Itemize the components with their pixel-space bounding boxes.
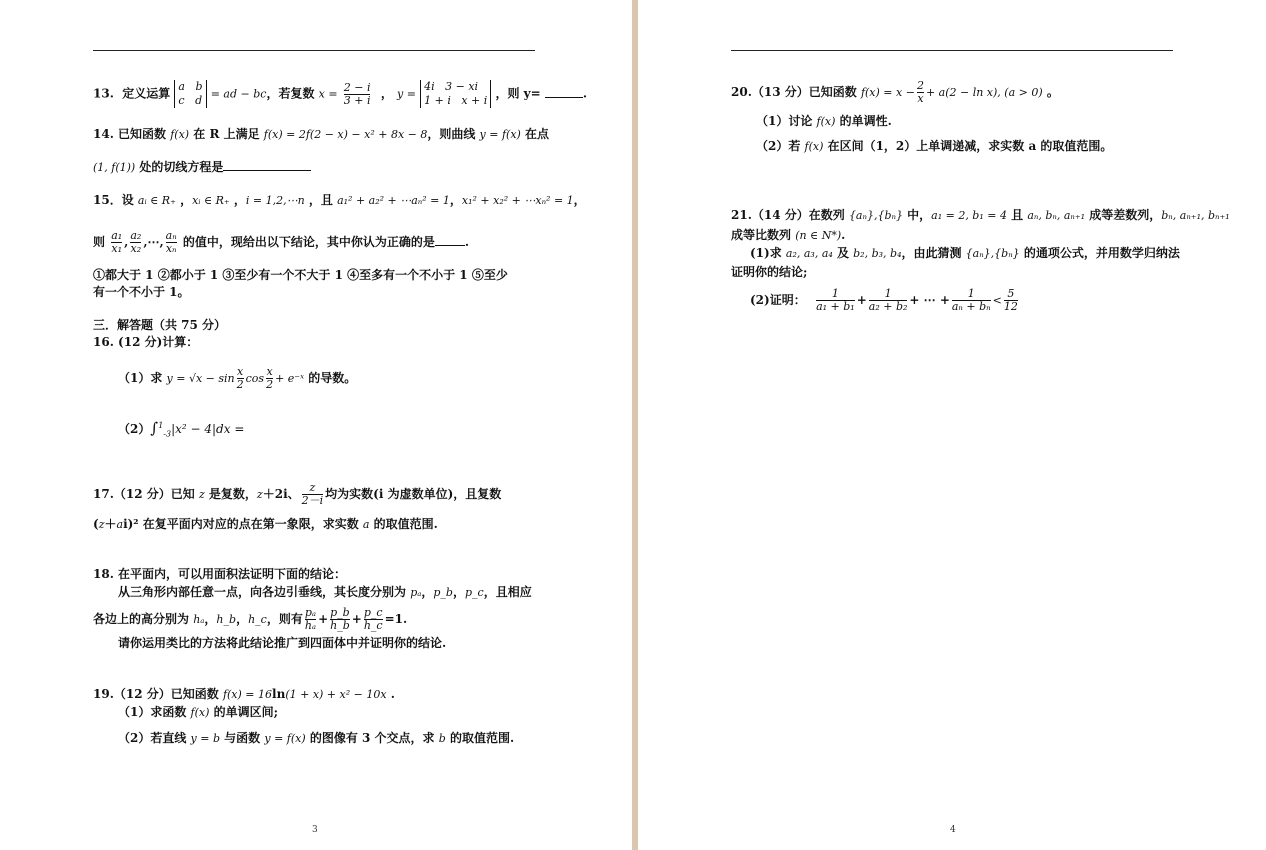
question-17-line1: 17.（12 分）已知 z 是复数，z＋2i、 $\frac{z}{2-i}$ 均为实数(i 为虚数单位)，且复数 bbox=[93, 481, 502, 507]
question-14-line2: (1, f(1)) 处的切线方程是 bbox=[93, 159, 311, 176]
page-number: 3 bbox=[312, 825, 318, 835]
question-14-line1: 14. 已知函数 f(x) 在 R 上满足 f(x) = 2f(2 − x) − x² + 8x − 8，则曲线 y = f(x) 在点 bbox=[93, 127, 550, 141]
header-rule bbox=[731, 50, 1173, 51]
section-heading: 三．解答题（共 75 分） bbox=[93, 318, 227, 332]
question-16-part2: （2）∫$^1_{-3}$|x² − 4|dx = bbox=[118, 419, 245, 439]
question-21-line3: (1)求 a₂, a₃, a₄ 及 b₂, b₃, b₄，由此猜测 {aₙ},{bₙ} 的通项公式，并用数学归纳法 bbox=[750, 246, 1180, 260]
header-rule bbox=[93, 50, 535, 51]
question-21-line1: 21.（14 分）在数列 {aₙ},{bₙ} 中，a₁ = 2, b₁ = 4 且 aₙ, bₙ, aₙ₊₁ 成等差数列，bₙ, aₙ₊₁, bₙ₊₁ bbox=[731, 208, 1230, 222]
question-16-title: 16. (12 分)计算： bbox=[93, 335, 199, 349]
question-20-line1: 20.（13 分）已知函数 f(x) = x − $\frac{2}{x}$ + a(2 − ln x), (a > 0) 。 bbox=[731, 79, 1059, 105]
q13-label: 13. 定义运算 bbox=[93, 86, 171, 101]
question-18-line4: 请你运用类比的方法将此结论推广到四面体中并证明你的结论. bbox=[118, 636, 447, 650]
question-15-line4: 有一个不小于 1。 bbox=[93, 285, 190, 299]
question-19-line3: （2）若直线 y = b 与函数 y = f(x) 的图像有 3 个交点，求 b 的取值范围. bbox=[118, 731, 515, 745]
question-15-line1: 15．设 aᵢ ∈ R₊ ，xᵢ ∈ R₊ ，i = 1,2,⋯n ，且 a₁² + a₂² + ⋯aₙ² = 1，x₁² + x₂² + ⋯xₙ² = 1， bbox=[93, 193, 586, 207]
question-18-line3: 各边上的高分别为 hₐ，h_b，h_c，则有 $\frac{\text{pₐ}}{\text{hₐ}}$ + $\frac{p\_b}{h\_b}$ + $\frac{p\_c}{h\_c}$ =1. bbox=[93, 606, 408, 632]
question-16-part1: （1）求 y = √x − sin $\frac{x}{2}$ cos $\frac{x}{2}$ + e⁻ˣ 的导数。 bbox=[118, 365, 357, 391]
question-15-line3: ①都大于 1 ②都小于 1 ③至少有一个不大于 1 ④至多有一个不小于 1 ⑤至少 bbox=[93, 268, 508, 282]
question-18-line2: 从三角形内部任意一点，向各边引垂线，其长度分别为 pₐ，p_b，p_c，且相应 bbox=[118, 585, 532, 599]
question-21-line4: 证明你的结论; bbox=[731, 265, 808, 279]
question-21-line2: 成等比数列 (n ∈ N*). bbox=[731, 228, 846, 242]
page-3 bbox=[0, 0, 632, 850]
question-18-line1: 18. 在平面内，可以用面积法证明下面的结论： bbox=[93, 567, 347, 581]
question-19-line1: 19.（12 分）已知函数 f(x) = 16ln(1 + x) + x² − 10x . bbox=[93, 687, 395, 701]
question-13: 13. 定义运算 a b c d = ad − bc，若复数 x = $\frac{2 - i}{3 + i}$ ， y = 4i 3 − xi 1 + i x + i ，则 y= . bbox=[93, 80, 588, 107]
question-21-line5: (2)证明： $\frac{1}{\text{a₁ + b₁}}$ + $\frac{1}{\text{a₂ + b₂}}$ + ⋯ + $\frac{1}{\text{aₙ + bₙ}}$ < $\frac{5}{12}$ bbox=[750, 287, 1018, 313]
page-4 bbox=[638, 0, 1266, 850]
question-15-line2: 则 $\frac{\text{a₁}}{\text{x₁}}$ , $\frac{\text{a₂}}{\text{x₂}}$ ,⋯, $\frac{\text{aₙ}}{\text{xₙ}}$ 的值中，现给出以下结论，其中你认为正确的是 . bbox=[93, 229, 470, 255]
question-20-line2: （1）讨论 f(x) 的单调性. bbox=[756, 114, 892, 128]
question-20-line3: （2）若 f(x) 在区间（1，2）上单调递减，求实数 a 的取值范围。 bbox=[756, 139, 1113, 153]
page-number: 4 bbox=[950, 825, 956, 835]
question-19-line2: （1）求函数 f(x) 的单调区间; bbox=[118, 705, 278, 719]
question-17-line2: (z＋ai)² 在复平面内对应的点在第一象限，求实数 a 的取值范围. bbox=[93, 517, 438, 531]
